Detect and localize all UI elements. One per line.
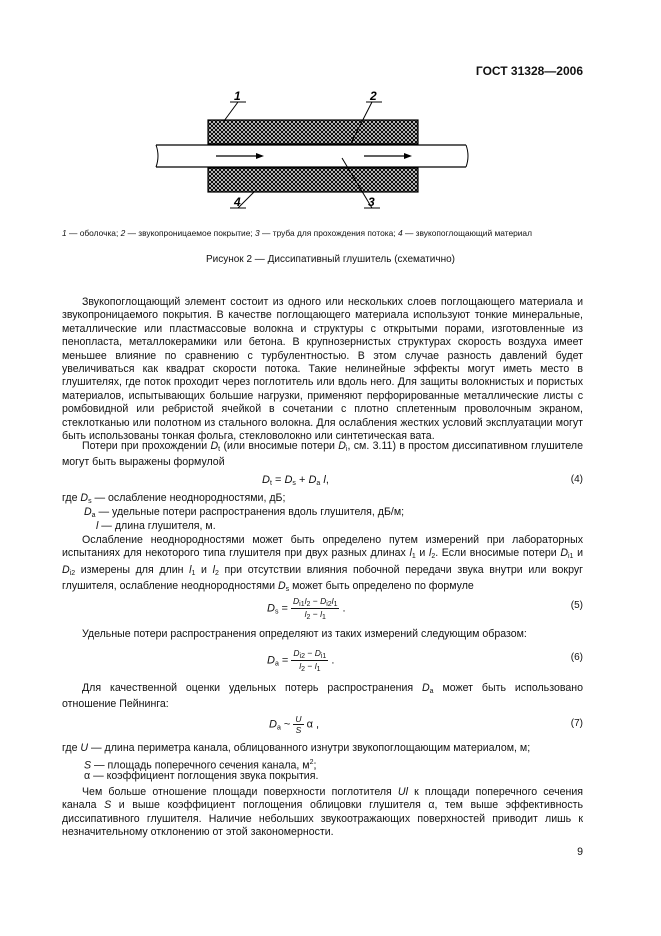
label-4: 4 [234,195,241,209]
pipe [156,145,466,167]
paragraph-piening: Для качественной оценки удельных потерь распространения $D_a$ может быть использовано отношение Пейнинга: [62,682,583,711]
absorber-top [208,120,418,144]
paragraph-losses: Потери при прохождении $D_t$ (или вносимые потери $D_i$, см. 3.11) в простом диссипативном глушителе могут быть выражены формулой [62,440,584,469]
label-3: 3 [368,195,375,209]
figure-title: Рисунок 2 — Диссипативный глушитель (схематично) [205,254,456,265]
paragraph-conclusion: Чем больше отношение площади поверхности поглотителя Ul к площади поперечного сечения канала S и выше коэффициент поглощения облицовки глушителя α, тем выше эффективность диссипативного глушителя. Наличие небольших звукоотражающих поверхностей приводит лишь к незначительному отклонению от этой закономерности. [62,786,583,839]
label-2: 2 [370,89,377,103]
paragraph-absorber: Звукопоглощающий элемент состоит из одного или нескольких слоев поглощающего материала и звукопроницаемого покрытия. В качестве поглощающего материала используют тонкие минеральные, металлические или пластмассовые волокна и структуры с открытыми порами, изготовленные из пенопласта, металлокерамики или бетона. В крупнозернистых структурах скорость воздуха имеет меньшее влияние по сравнению с турбулентностью. В этом случае разность давлений будет увеличиваться как квадрат скорости потока. Такие нелинейные эффекты могут иметь место в глушителях, где поток проходит через поглотитель или вдоль него. Для защиты волокнистых и пористых материалов, испытывающих большие нагрузки, применяют перфорированные металлические листы с ромбовидной или ребристой ячейкой в сочетании с плотно сплетенным проволочным экраном, стеклотканью или полотном из стального волокна. Для ослабления жестких условий эксплуатации могут быть использованы тонкая фольга, стекловолокно или синтетическая вата. [62,296,583,443]
absorber-bottom [208,168,418,192]
def-u: где U — длина периметра канала, облицованного изнутри звукопоглощающим материалом, м; [62,742,531,754]
def-da: $D_a$ — удельные потери распространения вдоль глушителя, дБ/м; [84,506,405,519]
paragraph-attenuation: Ослабление неоднородностями может быть определено путем измерений при лабораторных испытаниях для некоторого типа глушителя при двух разных длинах $l_1$ и $l_2$. Если вносимые потери $D_{i1}$ и $D_{i2}$ измерены для длин $l_1$ и $l_2$ при отсутствии влияния побочной передачи звука внутри или вокруг глушителя, ослабление неоднородностями $D_s$ может быть определено по формуле [62,534,584,594]
def-alpha: α — коэффициент поглощения звука покрытия. [84,770,319,782]
equation-6: $D_a$ = $\frac{D_{i2} - D_{i1}}{l_2 - l_1}$ . (6) [267,648,583,673]
equation-7: $D_a$ ~ $\frac{U}{S}$ α , (7) [269,714,583,735]
def-l: l — длина глушителя, м. [96,520,216,532]
label-1: 1 [234,89,241,103]
figure-legend: 1 — оболочка; 2 — звукопроницаемое покрытие; 3 — труба для прохождения потока; 4 — звукопоглощающий материал [62,228,532,238]
def-s: S — площадь поперечного сечения канала, $м^2$; [84,759,317,772]
page-number: 9 [577,846,583,858]
paragraph-specific-losses: Удельные потери распространения определяют из таких измерений следующим образом: [82,628,527,640]
def-ds: где $D_s$ — ослабление неоднородностями, дБ; [62,492,286,505]
standard-header: ГОСТ 31328—2006 [475,64,583,78]
equation-5: $D_s$ = $\frac{D_{i1}l_2 - D_{i2}l_1}{l_2 - l_1}$ . (5) [267,596,583,621]
muffler-diagram [150,88,480,216]
equation-4: $D_t = D_s + D_a$ l, (4) [262,474,583,487]
